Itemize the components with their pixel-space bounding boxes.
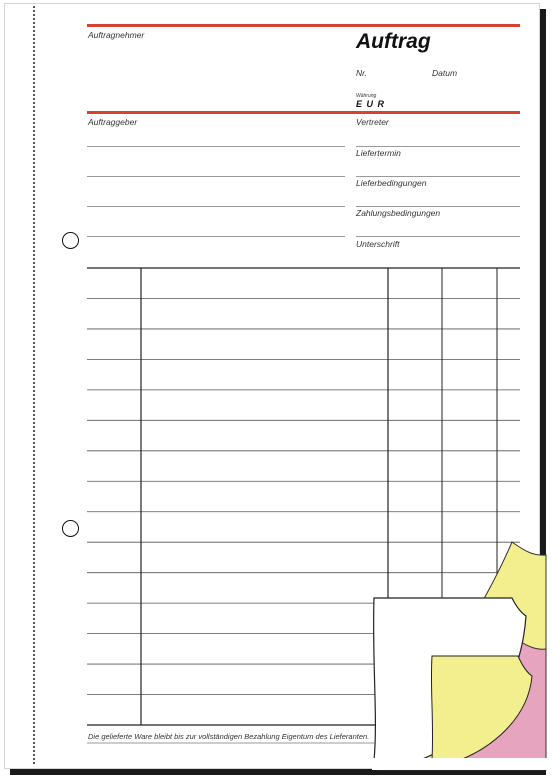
date-label: Datum <box>432 68 458 78</box>
currency-value: E U R <box>356 99 386 109</box>
representative-label: Vertreter <box>356 117 389 127</box>
signature-label: Unterschrift <box>356 239 400 249</box>
delivery-terms-label: Lieferbedingungen <box>356 178 427 188</box>
curl-bottom-mask <box>372 758 548 770</box>
client-label: Auftraggeber <box>88 117 138 127</box>
form-title: Auftrag <box>356 30 431 53</box>
currency-label: Währung <box>356 93 377 99</box>
contractor-label: Auftragnehmer <box>88 30 145 40</box>
delivery-date-label: Liefertermin <box>356 148 401 158</box>
number-label: Nr. <box>356 68 368 78</box>
payment-terms-label: Zahlungsbedingungen <box>356 208 441 218</box>
retention-of-title-notice: Die gelieferte Ware bleibt bis zur vollständigen Bezahlung Eigentum des Lieferanten. <box>88 732 370 741</box>
